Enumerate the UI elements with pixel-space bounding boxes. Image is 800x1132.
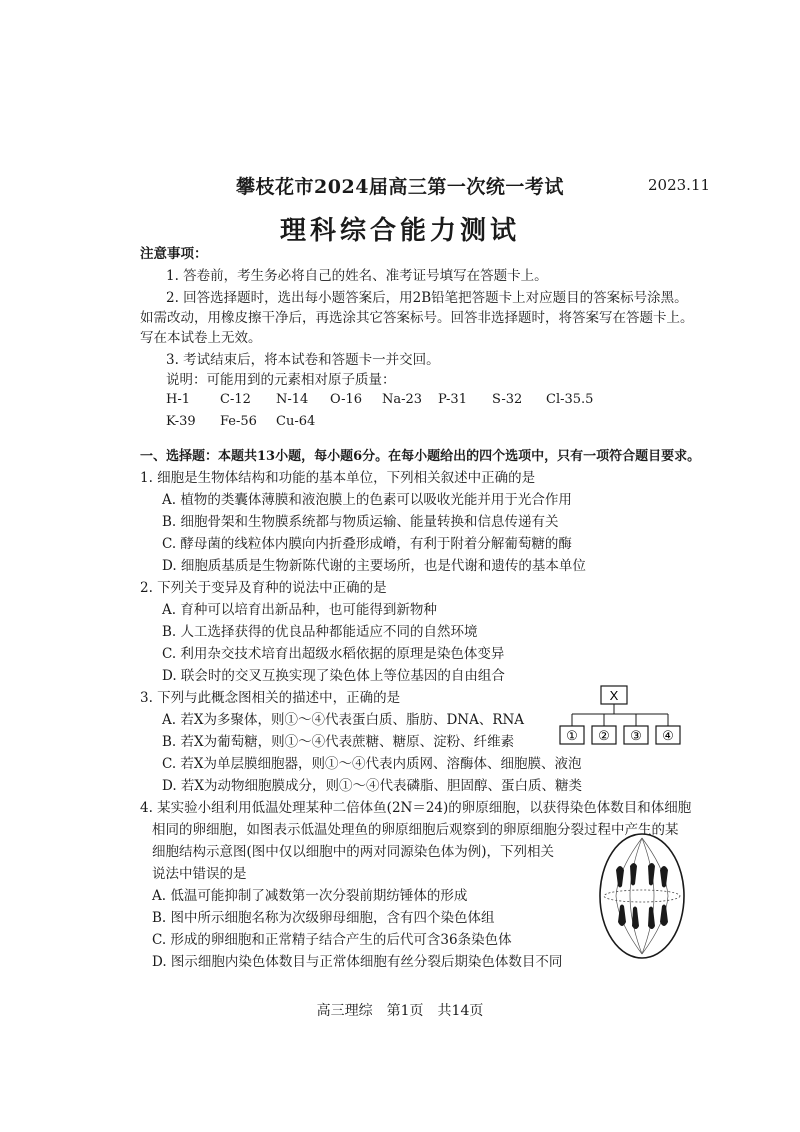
cell-membrane: [600, 834, 684, 958]
question-1-option-c: C. 酵母菌的线粒体内膜向内折叠形成嵴，有利于附着分解葡萄糖的酶: [162, 536, 572, 552]
question-3-stem: 3. 下列与此概念图相关的描述中，正确的是: [140, 690, 401, 706]
element-mass: O-16: [330, 392, 363, 407]
question-4-stem-cont: 细胞结构示意图(图中仅以细胞中的两对同源染色体为例)，下列相关: [152, 844, 555, 860]
notice-item-2-cont2: 写在本试卷上无效。: [140, 330, 262, 346]
concept-child-label: ②: [598, 729, 610, 744]
exam-subtitle: 理科综合能力测试: [279, 216, 520, 246]
notice-heading: 注意事项：: [140, 246, 208, 262]
notice-item-3: 3. 考试结束后，将本试卷和答题卡一并交回。: [166, 352, 440, 368]
question-3-option-b: B. 若X为葡萄糖，则①～④代表蔗糖、糖原、淀粉、纤维素: [162, 734, 515, 750]
equatorial-plate: [604, 890, 680, 902]
element-mass: C-12: [220, 392, 251, 407]
element-mass: S-32: [492, 392, 523, 407]
question-1-option-a: A. 植物的类囊体薄膜和液泡膜上的色素可以吸收光能并用于光合作用: [162, 492, 572, 508]
question-3-option-a: A. 若X为多聚体，则①～④代表蛋白质、脂肪、DNA、RNA: [162, 712, 525, 728]
question-4-option-a: A. 低温可能抑制了减数第一次分裂前期纺锤体的形成: [152, 888, 468, 904]
element-mass: Cl-35.5: [546, 392, 594, 407]
question-1-option-b: B. 细胞骨架和生物膜系统都与物质运输、能量转换和信息传递有关: [162, 514, 559, 530]
section-heading: 一、选择题：本题共13小题，每小题6分。在每小题给出的四个选项中，只有一项符合题目要求。: [140, 449, 701, 464]
element-mass: H-1: [166, 392, 191, 407]
element-mass: K-39: [166, 414, 196, 429]
question-4-option-b: B. 图中所示细胞名称为次级卵母细胞，含有四个染色体组: [152, 910, 495, 926]
concept-child-label: ①: [566, 729, 578, 744]
concept-child-label: ④: [662, 729, 674, 744]
element-mass: P-31: [438, 392, 467, 407]
question-3-option-d: D. 若X为动物细胞膜成分，则①～④代表磷脂、胆固醇、蛋白质、糖类: [162, 778, 583, 794]
question-2-stem: 2. 下列关于变异及育种的说法中正确的是: [140, 580, 387, 596]
spindle-fibers: [616, 838, 668, 954]
element-mass: Fe-56: [220, 414, 257, 429]
page-footer: 高三理综 第1页 共14页: [316, 1003, 484, 1019]
notice-explain: 说明：可能用到的元素相对原子质量：: [166, 372, 396, 388]
question-2-option-d: D. 联会时的交叉互换实现了染色体上等位基因的自由组合: [162, 668, 505, 684]
question-3-option-c: C. 若X为单层膜细胞器，则①～④代表内质网、溶酶体、细胞膜、液泡: [162, 756, 582, 772]
concept-diagram: [520, 682, 690, 752]
question-2-option-c: C. 利用杂交技术培育出超级水稻依据的原理是染色体变异: [162, 646, 505, 662]
element-mass: Cu-64: [276, 414, 316, 429]
question-2-option-b: B. 人工选择获得的优良品种都能适应不同的自然环境: [162, 624, 478, 640]
element-mass: N-14: [276, 392, 309, 407]
concept-child-label: ③: [630, 729, 642, 744]
question-1-stem: 1. 细胞是生物体结构和功能的基本单位，下列相关叙述中正确的是: [140, 470, 536, 486]
exam-date: 2023.11: [648, 176, 711, 194]
question-4-option-d: D. 图示细胞内染色体数目与正常体细胞有丝分裂后期染色体数目不同: [152, 954, 563, 970]
chromosomes: [616, 863, 668, 929]
question-4-stem-cont: 相同的卵细胞，如图表示低温处理鱼的卵原细胞后观察到的卵原细胞分裂过程中产生的某: [152, 822, 679, 838]
element-mass: Na-23: [382, 392, 423, 407]
question-4-stem-cont: 说法中错误的是: [152, 866, 247, 882]
exam-title: 攀枝花市2024届高三第一次统一考试: [236, 176, 564, 198]
concept-root-label: X: [609, 688, 619, 703]
cell-division-diagram: [598, 830, 686, 962]
notice-item-1: 1. 答卷前，考生务必将自己的姓名、准考证号填写在答题卡上。: [166, 268, 548, 284]
notice-item-2-cont: 如需改动，用橡皮擦干净后，再选涂其它答案标号。回答非选择题时，将答案写在答题卡上。: [140, 310, 694, 326]
question-2-option-a: A. 育种可以培育出新品种，也可能得到新物种: [162, 602, 437, 618]
question-4-stem: 4. 某实验小组利用低温处理某种二倍体鱼(2N＝24)的卵原细胞，以获得染色体数目和体细胞: [140, 800, 692, 816]
question-4-option-c: C. 形成的卵细胞和正常精子结合产生的后代可含36条染色体: [152, 932, 512, 948]
question-1-option-d: D. 细胞质基质是生物新陈代谢的主要场所，也是代谢和遗传的基本单位: [162, 558, 586, 574]
notice-item-2: 2. 回答选择题时，选出每小题答案后，用2B铅笔把答题卡上对应题目的答案标号涂黑。: [166, 290, 688, 306]
